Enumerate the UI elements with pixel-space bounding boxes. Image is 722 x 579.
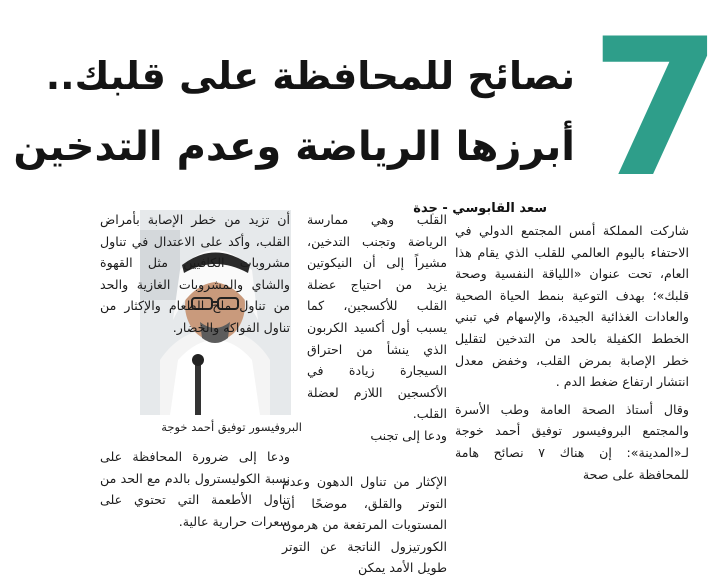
paragraph: ودعا إلى تجنب [370,427,447,443]
paragraph: شاركت المملكة أمس المجتمع الدولي في الاحتفاء باليوم العالمي للقلب الذي يقام هذا العام، تحت عنوان «اللياقة النفسية وصحة قلبك»؛ بهدف التوعية بنمط الحياة الصحية والعادات الغذائية الجيدة، والإسهام في تبني الخطط الكفيلة بالحد من التدخين لتقليل خطر الإصابة بمرض القلب، وخفض معدل انتشار ارتفاع ضغط الدم . [455,223,689,390]
article-column-3-continued [100,446,290,532]
headline-title: نصائح للمحافظة على قلبك.. [45,54,575,98]
article-column-2 [307,209,447,447]
photo-caption: البروفيسور توفيق أحمد خوجة [161,420,302,434]
article-column-3 [100,209,290,339]
paragraph: ودعا إلى ضرورة المحافظة على نسبة الكوليسترول بالدم مع الحد من تناول الأطعمة التي تحتوي على سعرات حرارية عالية. [100,449,290,529]
paragraph: وقال أستاذ الصحة العامة وطب الأسرة والمجتمع البروفيسور توفيق أحمد خوجة لـ«المدينة»: إن هناك ٧ نصائح هامة للمحافظة على صحة [455,401,689,482]
paragraph: القلب وهي ممارسة الرياضة وتجنب التدخين، مشيراً إلى أن النيكوتين يزيد من احتياج عضلة القلب للأكسجين، كما يسبب أول أكسيد الكربون الذي ينشأ من احتراق السيجارة زيادة في الأكسجين اللازم لعضلة القلب. [307,212,447,422]
headline-number: 7 [590,0,722,219]
article-column-2-continued: الإكثار من تناول الدهون وعدم التوتر والقلق، موضحًا أن المستويات المرتفعة من هرمون الكورتيزول الناتجة عن التوتر طويل الأمد يمكن [282,474,447,576]
byline: سعد القابوسي - جدة [413,201,547,216]
paragraph: أن تزيد من خطر الإصابة بأمراض القلب، وأكد على الاعتدال في تناول مشروبات الكافيين مثل القهوة والشاي والمشروبات الغازية والحد من تناول ملح الطعام والإكثار من تناول الفواكه والخضار. [100,212,290,335]
article-column-1 [455,220,689,485]
headline-subtitle: أبرزها الرياضة وعدم التدخين [13,124,575,170]
